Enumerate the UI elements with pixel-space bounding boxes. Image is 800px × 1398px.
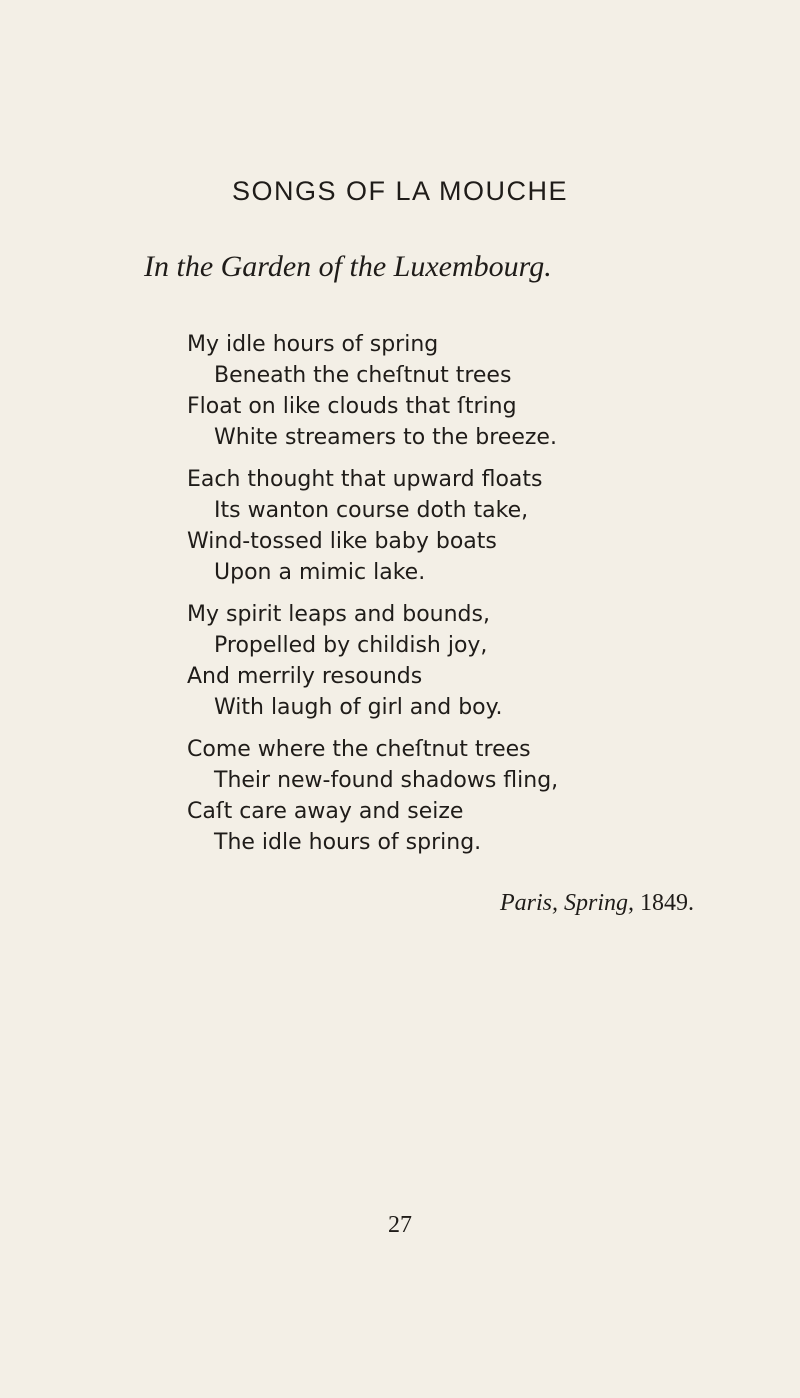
poem-line: White streamers to the breeze. [214, 425, 557, 450]
poem-line: My idle hours of spring [187, 332, 439, 357]
poem-line: The idle hours of spring. [214, 830, 482, 855]
poem-line: Caſt care away and seize [187, 799, 464, 824]
poem-line: Its wanton course doth take, [214, 498, 529, 523]
poem-line: And merrily resounds [187, 664, 423, 689]
poem-line: Each thought that upward floats [187, 467, 543, 492]
poem-line: My spirit leaps and bounds, [187, 602, 490, 627]
page-number: 27 [388, 1212, 412, 1238]
dateline-place: Paris, [500, 890, 559, 916]
poem-title: In the Garden of the Luxembourg. [144, 250, 552, 283]
running-head: SONGS OF LA MOUCHE [231, 176, 569, 206]
dateline-year: 1849. [640, 890, 695, 916]
poem-line: Upon a mimic lake. [214, 560, 426, 585]
poem-line: Float on like clouds that ſtring [187, 394, 517, 419]
poem-line: Propelled by childish joy, [214, 633, 488, 658]
poem-line: With laugh of girl and boy. [214, 695, 503, 720]
dateline-season: Spring, [564, 890, 635, 916]
poem-line: Beneath the cheſtnut trees [214, 363, 512, 388]
dateline [500, 890, 694, 917]
poem-line: Wind-tossed like baby boats [187, 529, 497, 554]
poem-line: Come where the cheſtnut trees [187, 737, 531, 762]
poem-line: Their new-found shadows fling, [214, 768, 559, 793]
